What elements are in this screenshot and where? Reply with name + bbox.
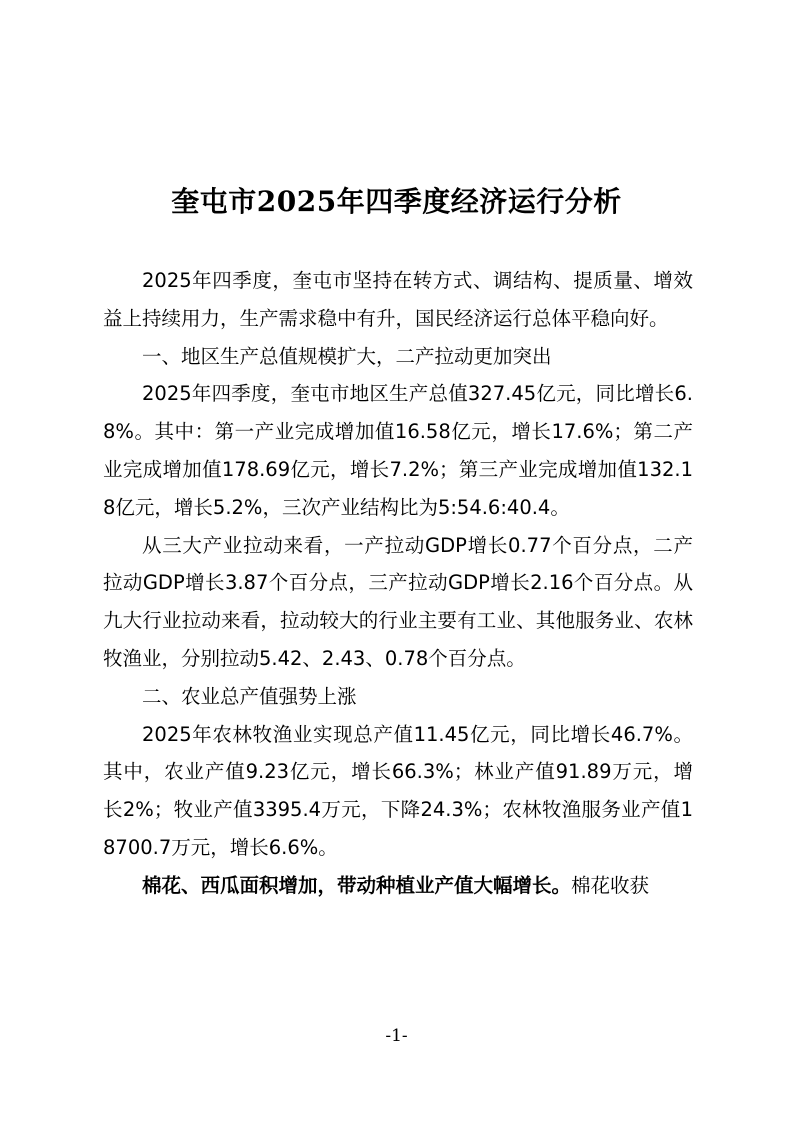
section-2-heading: 二、农业总产值强势上涨 [142,684,357,708]
section-2-paragraph-1: 2025年农林牧渔业实现总产值11.45亿元，同比增长46.7%。其中，农业产值9.23亿元，增长66.3%；林业产值91.89万元，增长2%；牧业产值3395.4万元，下降24.3%；农林牧渔服务业产值18700.7万元，增长6.6%。 [103,722,693,859]
section-2-paragraph-2-bold-lead: 棉花、西瓜面积增加，带动种植业产值大幅增长。 [142,873,572,897]
section-1-heading: 一、地区生产总值规模扩大，二产拉动更加突出 [142,344,552,368]
page-number: -1- [385,1026,408,1046]
document-body [103,262,693,905]
section-2-paragraph-2 [103,867,693,905]
section-1-paragraph-1: 2025年四季度，奎屯市地区生产总值327.45亿元，同比增长6.8%。其中：第一产业完成增加值16.58亿元，增长17.6%；第二产业完成增加值178.69亿元，增长7.2%；第三产业完成增加值132.18亿元，增长5.2%，三次产业结构比为5:54.6:40.4。 [103,382,693,519]
section-2-paragraph-2-text: 棉花收获 [571,873,650,897]
section-1-paragraph-2: 从三大产业拉动来看，一产拉动GDP增长0.77个百分点，二产拉动GDP增长3.87个百分点，三产拉动GDP增长2.16个百分点。从九大行业拉动来看，拉动较大的行业主要有工业、其他服务业、农林牧渔业，分别拉动5.42、2.43、0.78个百分点。 [103,533,693,670]
document-title: 奎屯市2025年四季度经济运行分析 [171,185,622,218]
intro-paragraph: 2025年四季度，奎屯市坚持在转方式、调结构、提质量、增效益上持续用力，生产需求稳中有升，国民经济运行总体平稳向好。 [103,269,693,330]
